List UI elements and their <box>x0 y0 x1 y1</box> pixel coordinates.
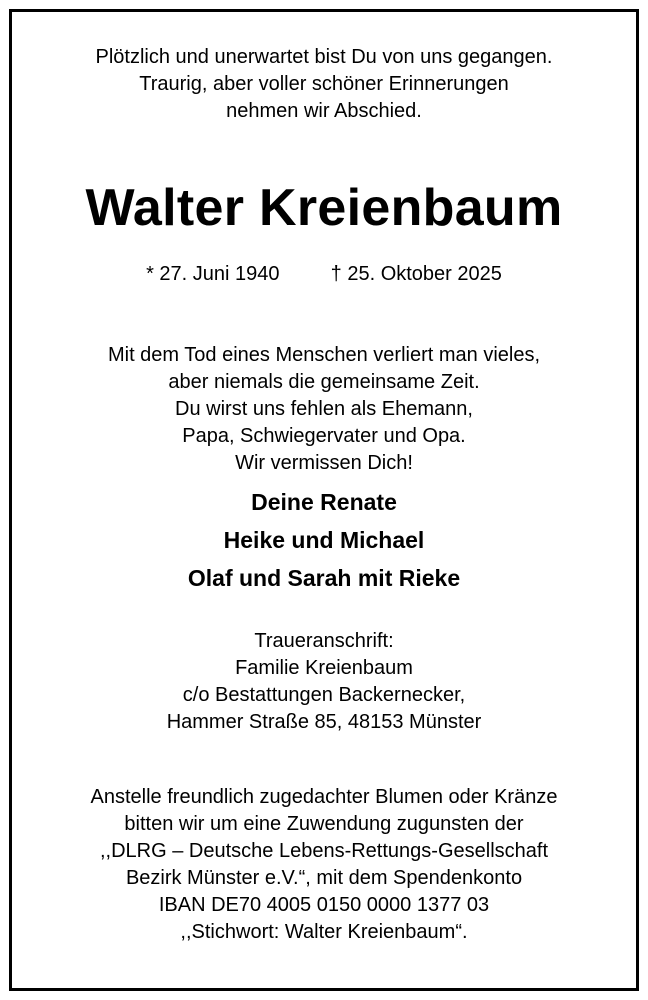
life-dates <box>12 263 636 286</box>
poem-line-1: Mit dem Tod eines Menschen verliert man vieles, <box>107 344 541 366</box>
donation-line-1: Anstelle freundlich zugedachter Blumen oder Kränze <box>90 786 558 808</box>
intro-line-2: Traurig, aber voller schöner Erinnerungen <box>139 73 509 95</box>
signature-1: Deine Renate <box>251 489 397 515</box>
poem-line-5: Wir vermissen Dich! <box>235 452 413 474</box>
signature-3: Olaf und Sarah mit Rieke <box>187 565 461 591</box>
intro-line-1: Plötzlich und unerwartet bist Du von uns gegangen. <box>95 46 553 68</box>
signature-2: Heike und Michael <box>223 527 425 553</box>
poem-line-3: Du wirst uns fehlen als Ehemann, <box>175 398 473 420</box>
address-label: Traueranschrift: <box>254 630 394 652</box>
donation-iban: IBAN DE70 4005 0150 0000 1377 03 <box>158 894 490 916</box>
poem-line-4: Papa, Schwiegervater und Opa. <box>182 425 466 447</box>
address-line-2: c/o Bestattungen Backernecker, <box>182 684 466 706</box>
donation-line-3: ,,DLRG – Deutsche Lebens-Rettungs-Gesellschaft <box>100 840 548 862</box>
poem-line-2: aber niemals die gemeinsame Zeit. <box>168 371 480 393</box>
deceased-name: Walter Kreienbaum <box>85 179 563 237</box>
intro-line-3: nehmen wir Abschied. <box>226 100 422 122</box>
obituary-content <box>12 12 636 988</box>
address-line-1: Familie Kreienbaum <box>235 657 413 679</box>
address-line-3: Hammer Straße 85, 48153 Münster <box>166 711 482 733</box>
donation-line-2: bitten wir um eine Zuwendung zugunsten der <box>124 813 524 835</box>
death-date: † 25. Oktober 2025 <box>330 263 502 285</box>
birth-date: * 27. Juni 1940 <box>146 263 280 285</box>
obituary-frame <box>9 9 639 991</box>
donation-line-4: Bezirk Münster e.V.“, mit dem Spendenkonto <box>125 867 523 889</box>
donation-keyword: ,,Stichwort: Walter Kreienbaum“. <box>180 921 468 943</box>
